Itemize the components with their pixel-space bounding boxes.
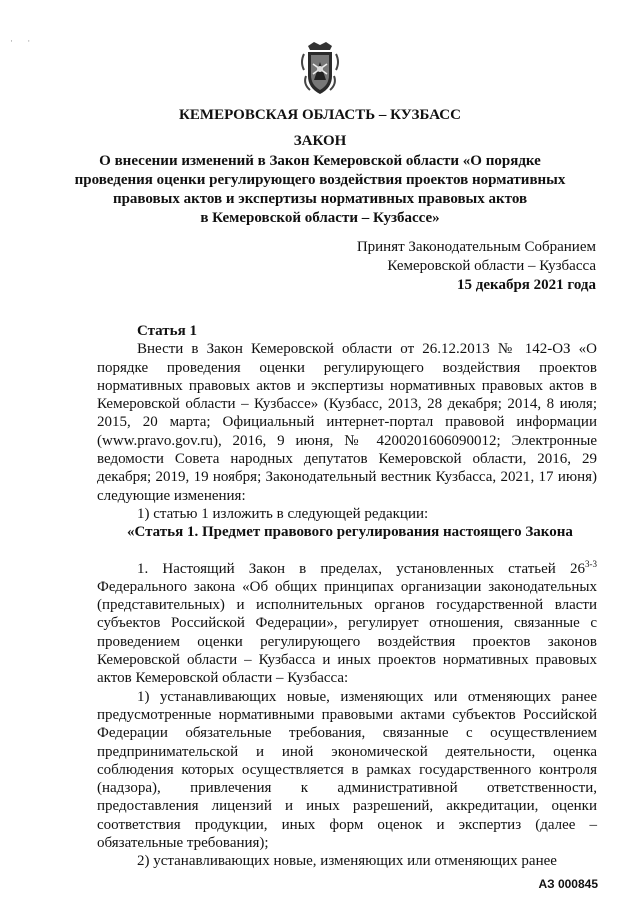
law-title-line: проведения оценки регулирующего воздействия проектов нормативных [74, 172, 566, 188]
region-heading: КЕМЕРОВСКАЯ ОБЛАСТЬ – КУЗБАСС [179, 107, 461, 123]
law-body [97, 322, 597, 871]
coat-of-arms-icon [300, 40, 340, 98]
adoption-block [296, 238, 596, 295]
article-heading: Статья 1 [137, 323, 197, 339]
scan-marks: · · [10, 36, 37, 46]
adoption-line: Кемеровской области – Кузбасса [387, 258, 596, 274]
adoption-line: Принят Законодательным Собранием [356, 239, 596, 255]
paragraph-1 [97, 560, 597, 688]
new-article-heading: «Статья 1. Предмет правового регулирования настоящего Закона [127, 524, 573, 541]
law-title-line: О внесении изменений в Закон Кемеровской области «О порядке [99, 153, 541, 169]
article-intro-paragraph: Внести в Закон Кемеровской области от 26.12.2013 № 142-ОЗ «О порядке проведения оценки регулирующего воздействия проектов нормативных правовых актов и экспертизы нормативных правовых актов в Кемеровской области – Кузбассе» (Кузбасс, 2013, 28 декабря; 2014, 8 июля; 2015, 20 марта; Официальный интернет-портал правовой информации (www.pravo.gov.ru), 2016, 9 июня, № 4200201606090012; Электронные ведомости Совета народных депутатов Кемеровской области, 2016, 29 декабря; 2019, 19 ноября; Законодательный вестник Кузбасса, 2021, 17 июня) следующие изменения: [97, 341, 597, 504]
law-word: ЗАКОН [293, 133, 347, 149]
article-superscript: 3-3 [585, 558, 597, 569]
amendment-item: 1) статью 1 изложить в следующей редакции: [137, 505, 429, 522]
subparagraph-1: 1) устанавливающих новые, изменяющих или отменяющих ранее предусмотренные нормативными правовыми актами субъектов Российской Федерации обязательные требования, связанные с осуществлением предпринимательской и иной экономической деятельности, оценка соблюдения которых осуществляется в рамках государственного контроля (надзора), привлечения к административной ответственности, предоставления лицензий и иных разрешений, аккредитации, оценки соответствия продукции, иных форм оценок и экспертиз (далее – обязательные требования); [97, 688, 597, 852]
subparagraph-2: 2) устанавливающих новые, изменяющих или отменяющих ранее [137, 853, 557, 870]
paragraph-1-continuation: Федерального закона «Об общих принципах организации законодательных (представительных) и исполнительных органов государственной власти субъектов Российской Федерации», регулирует отношения, связанные с проведением оценки регулирующего воздействия проектов законов Кемеровской области – Кузбасса и иных проектов нормативных правовых актов Кемеровской области – Кузбасса: [97, 578, 597, 687]
paragraph-1-text: 1. Настоящий Закон в пределах, установленных статьей 26 [137, 560, 585, 577]
document-serial-number: АЗ 000845 [538, 877, 598, 891]
law-title-line: в Кемеровской области – Кузбассе» [200, 210, 440, 226]
adoption-date: 15 декабря 2021 года [457, 277, 596, 293]
law-title-line: правовых актов и экспертизы нормативных правовых актов [112, 191, 528, 207]
law-title [60, 152, 580, 228]
